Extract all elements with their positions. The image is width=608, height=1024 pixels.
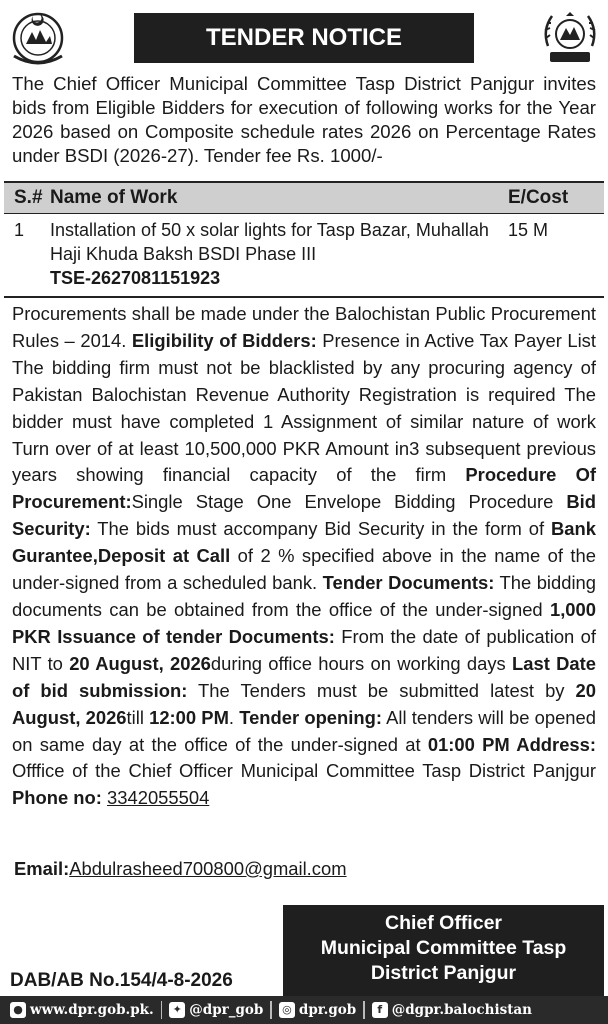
header-name-of-work: Name of Work (50, 187, 178, 208)
procurement-procedure-heading: Procedure Of Procurement: (12, 464, 596, 513)
signature-block (283, 905, 604, 996)
address-text: Offfice of the Chief Officer Municipal Committee Tasp District Panjgur (12, 760, 596, 782)
divider (363, 1001, 365, 1019)
body-text: From the date of publication of NIT to (12, 625, 596, 674)
facebook-icon: f (372, 1002, 388, 1018)
header-serial: S.# (14, 187, 43, 208)
row-cost: 15 M (508, 220, 549, 240)
divider (161, 1001, 163, 1019)
email-link[interactable]: Abdulrasheed700800@gmail.com (69, 858, 347, 879)
email-label: Email: (14, 858, 70, 879)
document-fee-heading: 1,000 PKR Issuance of tender Documents: (12, 598, 596, 647)
tender-opening-heading: Tender opening: (239, 706, 382, 728)
tse-number: TSE-2627081151923 (50, 268, 221, 288)
work-description: Installation of 50 x solar lights for Tasp Bazar, Muhallah Haji Khuda Baksh BSDI Phase III (50, 220, 489, 264)
submission-date: 20 August, 2026 (12, 679, 597, 728)
facebook-item[interactable] (372, 1002, 532, 1018)
body-text: till (126, 706, 150, 728)
last-date-heading: Last Date of bid submission: (12, 652, 596, 701)
signatory-title: Chief Officer (384, 912, 503, 934)
instagram-handle[interactable]: dpr.gob (298, 1002, 357, 1018)
phone-number[interactable]: 3342055504 (107, 787, 210, 809)
intro-paragraph: The Chief Officer Municipal Committee Tasp District Panjgur invites bids from Eligible Bidders for execution of following works for the Year 2026 based on Composite schedule rates 2026 on Percentage Rates under BSDI (2026-27). Tender fee Rs. 1000/- (12, 73, 596, 166)
terms-paragraph (12, 301, 596, 812)
body-text: The Tenders must be submitted latest by (187, 679, 576, 701)
website-link[interactable]: www.dpr.gob.pk. (30, 1002, 154, 1018)
table-row (4, 214, 604, 296)
opening-time-address-heading: 01:00 PM Address: (427, 733, 597, 755)
instagram-icon: ◎ (279, 1002, 295, 1018)
email-line (14, 858, 347, 880)
body-text: of 2 % specified above in the name of the under-signed from a scheduled bank. (12, 545, 596, 594)
security-form-text: Bank Gurantee,Deposit at Call (12, 518, 596, 567)
twitter-icon: ✦ (169, 1002, 185, 1018)
eligibility-heading: Eligibility of Bidders: (131, 329, 317, 351)
instagram-item[interactable] (279, 1002, 356, 1018)
website-item[interactable] (10, 1002, 154, 1018)
row-work (50, 218, 508, 290)
bid-security-heading: Bid Security: (12, 491, 596, 540)
body-text: The bidding documents can be obtained from the office of the under-signed (12, 572, 597, 620)
issuance-end-date: 20 August, 2026 (69, 652, 211, 674)
submission-time: 12:00 PM (149, 706, 229, 728)
row-serial: 1 (14, 220, 25, 240)
body-text: Single Stage One Envelope Bidding Procedure (131, 491, 567, 513)
phone-label: Phone no: (12, 787, 102, 809)
facebook-handle[interactable]: @dgpr.balochistan (391, 1002, 532, 1018)
signatory-office: Municipal Committee Tasp (320, 937, 567, 959)
reference-number: DAB/AB No.154/4-8-2026 (10, 970, 233, 991)
municipal-committee-logo-icon (538, 8, 602, 68)
works-table (4, 181, 604, 298)
page-title: TENDER NOTICE (134, 13, 474, 63)
tender-documents-heading: Tender Documents: (322, 572, 495, 594)
signatory-district: District Panjgur (370, 962, 517, 984)
globe-icon: ● (10, 1002, 26, 1018)
body-text: All tenders will be opened on same day at the office of the under-signed at (12, 706, 596, 755)
body-text: The bids must accompany Bid Security in the form of (90, 518, 552, 540)
body-text: . (228, 706, 240, 728)
twitter-item[interactable] (169, 1002, 263, 1018)
divider (270, 1001, 272, 1019)
twitter-handle[interactable]: @dpr_gob (189, 1002, 264, 1018)
footer-bar (0, 996, 608, 1024)
government-emblem-icon (6, 8, 70, 68)
body-text: during office hours on working days (210, 652, 513, 674)
body-text: Procurements shall be made under the Balochistan Public Procurement Rules – 2014. (12, 303, 596, 351)
header-estimated-cost: E/Cost (508, 187, 569, 208)
body-text: Presence in Active Tax Payer List The bidding firm must not be blacklisted by any procuring agency of Pakistan Balochistan Revenue Authority Registration is required The bidder must have completed 1 Assignment of similar nature of work Turn over of at least 10,500,000 PKR Amount in3 subsequent previous years showing financial capacity of the firm (12, 329, 596, 486)
table-header (4, 183, 604, 214)
